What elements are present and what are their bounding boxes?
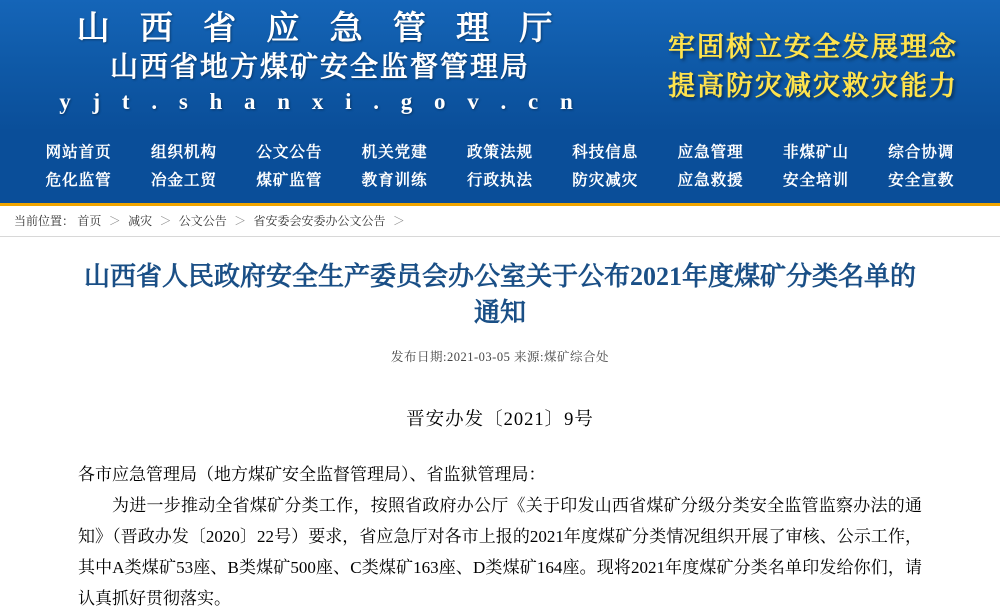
nav-item-emergency-management[interactable]: 应急管理 bbox=[677, 144, 744, 161]
breadcrumb-item-documents[interactable]: 公文公告 bbox=[178, 214, 227, 228]
site-header bbox=[0, 0, 1000, 133]
breadcrumb-separator-icon: ＞ bbox=[392, 214, 405, 228]
agency-title-secondary: 山西省地方煤矿安全监督管理局 bbox=[109, 52, 530, 83]
breadcrumb-label: 当前位置： bbox=[14, 214, 75, 228]
breadcrumb-separator-icon: ＞ bbox=[159, 214, 172, 228]
nav-item-coal-mine-supervision[interactable]: 煤矿监管 bbox=[256, 172, 323, 189]
nav-item-metallurgy-trade[interactable]: 冶金工贸 bbox=[150, 172, 217, 189]
nav-item-comprehensive-coordination[interactable]: 综合协调 bbox=[888, 144, 955, 161]
article-container bbox=[0, 237, 1000, 614]
main-navigation bbox=[0, 133, 1000, 206]
page-title: 山西省人民政府安全生产委员会办公室关于公布2021年度煤矿分类名单的通知 bbox=[83, 262, 916, 327]
breadcrumb-item-home[interactable]: 首页 bbox=[77, 214, 102, 228]
nav-row-secondary bbox=[0, 167, 1000, 195]
document-number: 晋安办发〔2021〕9号 bbox=[406, 410, 594, 430]
breadcrumb-item-disaster-reduction[interactable]: 减灾 bbox=[128, 214, 153, 228]
nav-item-documents[interactable]: 公文公告 bbox=[256, 144, 323, 161]
article-body bbox=[78, 459, 922, 614]
agency-title-primary: 山 西 省 应 急 管 理 厅 bbox=[76, 11, 564, 47]
breadcrumb-separator-icon: ＞ bbox=[234, 214, 247, 228]
nav-item-hazardous-chemicals[interactable]: 危化监管 bbox=[45, 172, 112, 189]
site-branding bbox=[40, 8, 600, 118]
nav-item-non-coal-mine[interactable]: 非煤矿山 bbox=[782, 144, 849, 161]
nav-row-primary bbox=[0, 139, 1000, 167]
paragraph-main: 为进一步推动全省煤矿分类工作，按照省政府办公厅《关于印发山西省煤矿分级分类安全监管监察办法的通知》（晋政办发〔2020〕22号）要求，省应急厅对各市上报的2021年度煤矿分类情况组织开展了审核、公示工作，其中A类煤矿53座、B类煤矿500座、C类煤矿163座、D类煤矿164座。现将2021年度煤矿分类名单印发给你们，请认真抓好贯彻落实。 bbox=[78, 496, 922, 608]
nav-item-emergency-rescue[interactable]: 应急救援 bbox=[677, 172, 744, 189]
site-domain: y j t . s h a n x i . g o v . c n bbox=[59, 89, 581, 114]
nav-item-safety-publicity[interactable]: 安全宣教 bbox=[888, 172, 955, 189]
nav-item-administrative-enforcement[interactable]: 行政执法 bbox=[466, 172, 533, 189]
nav-item-safety-training[interactable]: 安全培训 bbox=[782, 172, 849, 189]
breadcrumb bbox=[0, 206, 1000, 237]
nav-item-education-training[interactable]: 教育训练 bbox=[361, 172, 428, 189]
slogan-line-1: 牢固树立安全发展理念 bbox=[668, 32, 958, 62]
slogan-line-2: 提高防灾减灾救灾能力 bbox=[668, 71, 958, 101]
header-slogan bbox=[668, 28, 958, 106]
nav-item-policy-regulations[interactable]: 政策法规 bbox=[466, 144, 533, 161]
nav-item-party-building[interactable]: 机关党建 bbox=[361, 144, 428, 161]
article-meta: 发布日期:2021-03-05 来源:煤矿综合处 bbox=[391, 350, 609, 364]
nav-item-tech-info[interactable]: 科技信息 bbox=[572, 144, 639, 161]
breadcrumb-item-committee-documents[interactable]: 省安委会安委办公文公告 bbox=[253, 214, 386, 228]
breadcrumb-separator-icon: ＞ bbox=[108, 214, 121, 228]
nav-item-disaster-prevention[interactable]: 防灾减灾 bbox=[572, 172, 639, 189]
nav-item-home[interactable]: 网站首页 bbox=[45, 144, 112, 161]
paragraph-recipients: 各市应急管理局（地方煤矿安全监督管理局）、省监狱管理局： bbox=[78, 465, 546, 484]
nav-item-organization[interactable]: 组织机构 bbox=[150, 144, 217, 161]
